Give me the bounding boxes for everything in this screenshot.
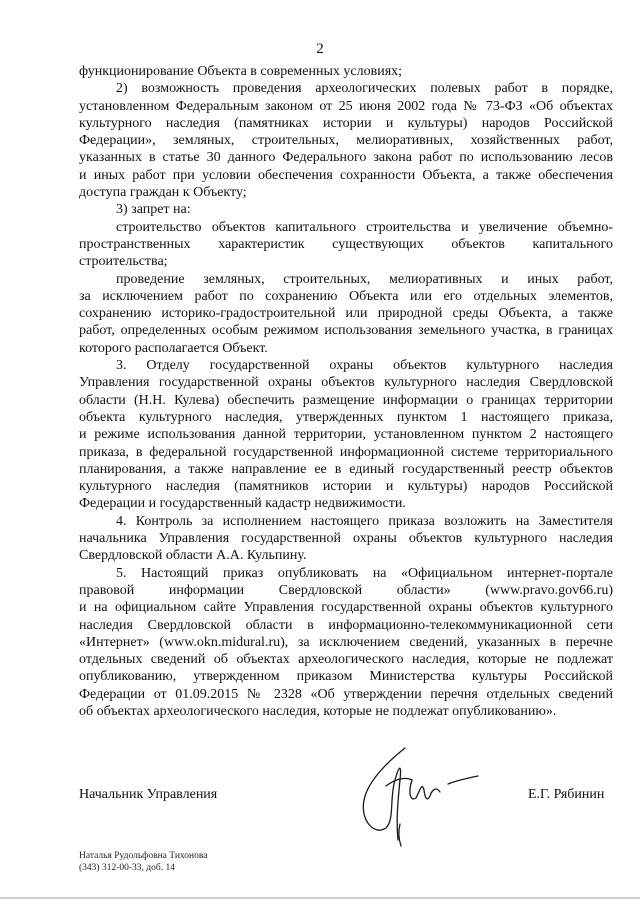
- body-line: об объектах археологического наследия, которые не подлежат опубликованию».: [79, 703, 557, 719]
- body-line: 4. Контроль за исполнением настоящего приказа возложить на Заместителя: [116, 513, 613, 529]
- body-line: опубликованию, утвержденном приказом Министерства культуры Российской: [79, 669, 613, 685]
- handwritten-signature: [350, 740, 490, 850]
- body-line: правовой информации Свердловской области» (www.pravo.gov66.ru): [79, 582, 613, 598]
- body-line: сохранению историко-градостроительной или природной среды Объекта, а также: [79, 306, 613, 322]
- body-line: «Интернет» (www.okn.midural.ru), за исключением сведений, указанных в перечне: [79, 634, 613, 650]
- body-line: 3. Отделу государственной охраны объектов культурного наследия: [116, 358, 613, 374]
- body-line: строительство объектов капитального строительства и увеличение объемно-: [116, 219, 613, 235]
- body-line: культурного наследия (памятниках истории и культуры) народов Российской: [79, 115, 613, 131]
- body-line: культурного наследия (памятников истории и культуры) народов Российской: [79, 479, 613, 495]
- body-line: Федерации от 01.09.2015 № 2328 «Об утверждении перечня отдельных сведений: [79, 686, 613, 702]
- body-line: установленном Федеральным законом от 25 июня 2002 года № 73-ФЗ «Об объектах: [79, 98, 613, 114]
- signatory-name: Е.Г. Рябинин: [528, 787, 605, 802]
- body-line: 2) возможность проведения археологических полевых работ в порядке,: [116, 81, 613, 97]
- body-line: функционирование Объекта в современных условиях;: [79, 64, 403, 79]
- body-line: за исключением работ по сохранению Объекта или его отдельных элементов,: [79, 288, 613, 304]
- body-line: и на официальном сайте Управления государственной охраны объектов культурного: [79, 600, 613, 616]
- body-line: наследия Свердловской области в информационно-телекоммуникационной сети: [79, 617, 613, 633]
- body-line: отдельных сведений об объектах археологического наследия, которые не подлежат: [79, 652, 613, 668]
- contact-name: Наталья Рудольфовна Тихонова: [79, 851, 208, 861]
- body-line: строительства;: [79, 254, 168, 270]
- body-line: планирования, а также направление ее в единый государственный реестр объектов: [79, 461, 613, 477]
- body-line: Управления государственной охраны объектов культурного наследия Свердловской: [79, 375, 613, 391]
- body-line: работ, определенных особым режимом использования земельного участка, в границах: [79, 323, 613, 339]
- body-line: начальника Управления государственной охраны объектов культурного наследия: [79, 531, 613, 547]
- page-number: 2: [316, 41, 324, 57]
- body-line: Федерации», земляных, строительных, мелиоративных, хозяйственных работ,: [79, 133, 613, 149]
- body-line: доступа граждан к Объекту;: [79, 185, 247, 201]
- body-line: приказа, в федеральной государственной информационной системе территориального: [79, 444, 613, 460]
- body-line: и иных работ при условии обеспечения сохранности Объекта, а также обеспечения: [79, 167, 613, 183]
- body-line: объекта культурного наследия, утвержденных пунктом 1 настоящего приказа,: [79, 409, 613, 425]
- body-line: пространственных характеристик существующих объектов капитального: [79, 236, 613, 252]
- body-line: Свердловской области А.А. Кульпину.: [79, 548, 307, 564]
- signatory-title: Начальник Управления: [79, 787, 218, 802]
- body-line: проведение земляных, строительных, мелиоративных и иных работ,: [116, 271, 613, 287]
- footer-contact: [79, 850, 207, 874]
- body-line: указанных в статье 30 данного Федерального закона работ по использованию лесов: [79, 150, 613, 166]
- page-bottom-edge: [0, 897, 640, 899]
- contact-phone: (343) 312-00-33, доб. 14: [79, 863, 175, 873]
- body-line: Федерации и государственный кадастр недвижимости.: [79, 496, 406, 512]
- body-line: области (Н.Н. Кулева) обеспечить размещение информации о границах территории: [79, 392, 613, 408]
- body-line: 5. Настоящий приказ опубликовать на «Официальном интернет-портале: [116, 565, 613, 581]
- body-line: и режиме использования данной территории, установленном пунктом 2 настоящего: [79, 427, 613, 443]
- body-line: которого располагается Объект.: [79, 340, 268, 356]
- body-line: 3) запрет на:: [116, 202, 191, 218]
- document-body: [79, 63, 613, 720]
